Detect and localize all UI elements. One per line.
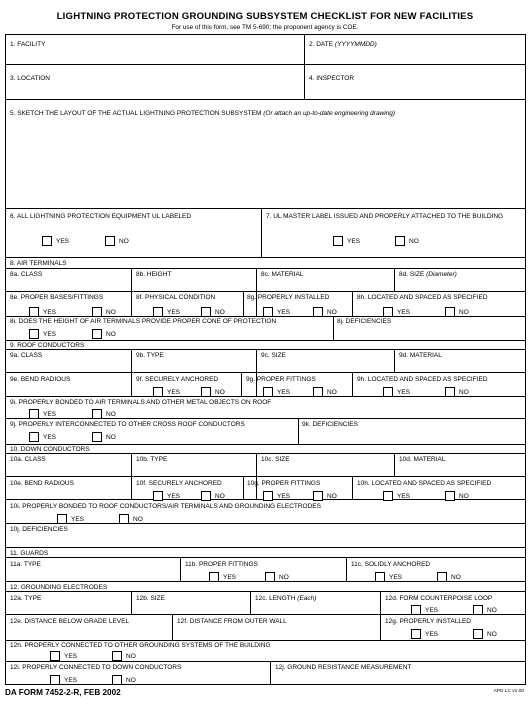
roof-spaced-label (357, 376, 488, 384)
electrode-connected-down-no-label: NO (126, 677, 136, 684)
column-divider (394, 349, 395, 372)
down-spaced-yes-checkbox[interactable] (383, 491, 393, 501)
roof-anchored-yes-label: YES (167, 389, 181, 396)
air-spaced-yes-label: YES (397, 309, 411, 316)
sketch-label-text: 5. SKETCH THE LAYOUT OF THE ACTUAL LIGHTNING PROTECTION SUBSYSTEM (10, 110, 262, 117)
ul-master-label (266, 213, 522, 221)
air-installed-yes-checkbox[interactable] (263, 307, 273, 317)
guards-anchored-yes-label: YES (389, 574, 403, 581)
roof-bonded-no-label: NO (106, 411, 116, 418)
air-terminals-heading-text: 8. AIR TERMINALS (10, 260, 67, 267)
air-bases-yes-checkbox[interactable] (29, 307, 39, 317)
roof-fittings-yes-label: YES (277, 389, 291, 396)
guards-anchored-no-label: NO (451, 574, 461, 581)
down-bonded-label-text: 10i. PROPERLY BONDED TO ROOF CONDUCTORS/AIR TERMINALS AND GROUNDING ELECTRODES (10, 503, 321, 510)
rule-line (5, 340, 526, 341)
electrode-counterpoise-label (385, 595, 492, 603)
electrode-installed-label-text: 12g. PROPERLY INSTALLED (385, 618, 471, 625)
checklist-form (5, 34, 526, 685)
electrode-distance-label-text: 12f. DISTANCE FROM OUTER WALL (177, 618, 287, 625)
electrode-connected-systems-label (10, 642, 271, 650)
guards-fittings-no-checkbox[interactable] (265, 572, 275, 582)
air-terminal-bases-label (10, 294, 103, 302)
air-bases-no-checkbox[interactable] (92, 307, 102, 317)
roof-fittings-no-label: NO (327, 389, 337, 396)
electrode-depth-label (10, 618, 129, 626)
roof-deficiencies-label (302, 421, 358, 429)
air-terminal-spaced-label-text: 8h. LOCATED AND SPACED AS SPECIFIED (357, 294, 488, 301)
air-terminal-cone-label-text: 8i. DOES THE HEIGHT OF AIR TERMINALS PROVIDE PROPER CONE OF PROTECTION (10, 318, 277, 325)
down-spaced-label (357, 480, 491, 488)
ground-resistance-label-text: 12j. GROUND RESISTANCE MEASUREMENT (275, 664, 412, 671)
air-cone-no-label: NO (106, 331, 116, 338)
roof-size-label (261, 352, 286, 360)
column-divider (380, 614, 381, 640)
electrode-size-label (136, 595, 165, 603)
roof-interconnected-no-label: NO (106, 434, 116, 441)
electrode-connected-systems-yes-label: YES (64, 653, 78, 660)
roof-bend-label-text: 9e. BEND RADIOUS (10, 376, 71, 383)
rule-line (5, 418, 526, 419)
electrode-connected-systems-no-label: NO (126, 653, 136, 660)
down-bend-label-text: 10e. BEND RADIOUS (10, 480, 74, 487)
down-bonded-no-checkbox[interactable] (119, 514, 129, 524)
sketch-label (10, 110, 395, 118)
air-condition-no-checkbox[interactable] (201, 307, 211, 317)
roof-bonded-label-text: 9i. PROPERLY BONDED TO AIR TERMINALS AND OTHER METAL OBJECTS ON ROOF (10, 399, 272, 406)
date-label-text: 2. DATE (309, 41, 334, 48)
air-bases-yes-label: YES (43, 309, 57, 316)
inspector-label (309, 75, 354, 83)
column-divider (131, 268, 132, 316)
counterpoise-no-checkbox[interactable] (473, 605, 483, 615)
air-installed-yes-label: YES (277, 309, 291, 316)
guards-anchored-label (351, 561, 430, 569)
down-anchored-yes-label: YES (167, 493, 181, 500)
column-divider (180, 557, 181, 581)
electrode-depth-label-text: 12e. DISTANCE BELOW GRADE LEVEL (10, 618, 130, 625)
roof-bonded-yes-checkbox[interactable] (29, 409, 39, 419)
electrode-connected-down-label (10, 664, 181, 672)
ul-labeled-label-text: 6. ALL LIGHTNING PROTECTION EQUIPMENT UL LABELED (10, 213, 192, 220)
roof-material-label (399, 352, 442, 360)
electrode-installed-yes-label: YES (425, 631, 439, 638)
down-fittings-yes-label: YES (277, 493, 291, 500)
location-label-text: 3. LOCATION (10, 75, 50, 82)
rule-line (5, 476, 526, 477)
column-divider (131, 453, 132, 499)
roof-material-label-text: 9d. MATERIAL (399, 352, 442, 359)
rule-line (5, 640, 526, 641)
electrode-counterpoise-label-text: 12d. FORM COUNTERPOISE LOOP (385, 595, 493, 602)
down-deficiencies-label-text: 10j. DEFICIENCIES (10, 526, 68, 533)
down-size-label (261, 456, 290, 464)
column-divider (394, 268, 395, 291)
electrode-connected-down-label-text: 12i. PROPERLY CONNECTED TO DOWN CONDUCTORS (10, 664, 182, 671)
down-fittings-no-label: NO (327, 493, 337, 500)
down-spaced-label-text: 10h. LOCATED AND SPACED AS SPECIFIED (357, 480, 492, 487)
roof-bonded-yes-label: YES (43, 411, 57, 418)
guards-fittings-label-text: 11b. PROPER FITTINGS (185, 561, 258, 568)
down-material-label-text: 10d. MATERIAL (399, 456, 446, 463)
column-divider (261, 208, 262, 257)
column-divider (243, 291, 244, 316)
down-anchored-no-label: NO (215, 493, 225, 500)
electrode-connected-systems-label-text: 12h. PROPERLY CONNECTED TO OTHER GROUNDING SYSTEMS OF THE BUILDING (10, 642, 271, 649)
air-bases-no-label: NO (106, 309, 116, 316)
rule-line (5, 99, 526, 100)
guards-type-label (10, 561, 41, 569)
down-fittings-no-checkbox[interactable] (313, 491, 323, 501)
down-spaced-no-label: NO (459, 493, 469, 500)
down-spaced-no-checkbox[interactable] (445, 491, 455, 501)
rule-line (5, 372, 526, 373)
column-divider (131, 591, 132, 614)
down-deficiencies-label (10, 526, 68, 534)
electrode-installed-label (385, 618, 471, 626)
facility-label-text: 1. FACILITY (10, 41, 46, 48)
roof-size-label-text: 9c. SIZE (261, 352, 286, 359)
air-terminal-cone-label (10, 318, 276, 326)
air-terminal-deficiencies-label-text: 8j. DEFICIENCIES (337, 318, 392, 325)
electrode-length-label-note: (Each) (297, 595, 317, 602)
roof-interconnected-label (10, 421, 245, 429)
roof-fittings-no-checkbox[interactable] (313, 387, 323, 397)
roof-bonded-no-checkbox[interactable] (92, 409, 102, 419)
roof-class-label-text: 9a. CLASS (10, 352, 43, 359)
electrode-length-label-text: 12c. LENGTH (255, 595, 296, 602)
roof-fittings-yes-checkbox[interactable] (263, 387, 273, 397)
air-terminal-deficiencies-label (337, 318, 391, 326)
rule-line (5, 444, 526, 445)
rule-line (5, 547, 526, 548)
ul-labeled-label (10, 213, 191, 221)
column-divider (298, 418, 299, 444)
location-label (10, 75, 50, 83)
electrode-type-label-text: 12a. TYPE (10, 595, 42, 602)
guards-fittings-yes-label: YES (223, 574, 237, 581)
column-divider (241, 372, 242, 396)
form-version: APD LC v1.00 (493, 689, 524, 694)
down-material-label (399, 456, 445, 464)
date-label (309, 41, 377, 49)
guards-type-label-text: 11a. TYPE (10, 561, 41, 568)
down-bonded-yes-label: YES (71, 516, 85, 523)
electrode-type-label (10, 595, 41, 603)
guards-fittings-yes-checkbox[interactable] (209, 572, 219, 582)
counterpoise-yes-checkbox[interactable] (411, 605, 421, 615)
down-fittings-yes-checkbox[interactable] (263, 491, 273, 501)
column-divider (250, 591, 251, 614)
roof-interconnected-label-text: 9j. PROPERLY INTERCONNECTED TO OTHER CROSS ROOF CONDUCTORS (10, 421, 245, 428)
down-bonded-yes-checkbox[interactable] (57, 514, 67, 524)
column-divider (352, 476, 353, 499)
counterpoise-yes-label: YES (425, 607, 439, 614)
down-anchored-label (136, 480, 222, 488)
down-bend-label (10, 480, 74, 488)
grounding-electrodes-heading (10, 584, 107, 592)
down-spaced-yes-label: YES (397, 493, 411, 500)
roof-bend-label (10, 376, 70, 384)
column-divider (243, 476, 244, 499)
ground-resistance-label (275, 664, 411, 672)
air-spaced-no-checkbox[interactable] (445, 307, 455, 317)
ul-labeled-no-label: NO (119, 238, 129, 245)
down-class-label-text: 10a. CLASS (10, 456, 46, 463)
down-conductors-heading-text: 10. DOWN CONDUCTORS (10, 446, 90, 453)
guards-anchored-no-checkbox[interactable] (437, 572, 447, 582)
rule-line (5, 268, 526, 269)
roof-fittings-label-text: 9g. PROPER FITTINGS (246, 376, 316, 383)
electrode-connected-down-yes-label: YES (64, 677, 78, 684)
form-title: LIGHTNING PROTECTION GROUNDING SUBSYSTEM CHECKLIST FOR NEW FACILITIES (56, 11, 474, 22)
down-type-label (136, 456, 167, 464)
roof-spaced-yes-label: YES (397, 389, 411, 396)
ul-master-no-label: NO (409, 238, 419, 245)
air-terminal-height-label-text: 8b. HEIGHT (136, 271, 172, 278)
electrode-length-label (255, 595, 316, 603)
guards-heading-text: 11. GUARDS (10, 550, 49, 557)
ul-labeled-no-checkbox[interactable] (105, 236, 115, 246)
air-terminal-class-label (10, 271, 42, 279)
roof-interconnected-yes-label: YES (43, 434, 57, 441)
rule-line (5, 257, 526, 258)
guards-fittings-label (185, 561, 258, 569)
air-installed-no-checkbox[interactable] (313, 307, 323, 317)
column-divider (394, 453, 395, 476)
down-type-label-text: 10b. TYPE (136, 456, 168, 463)
air-condition-yes-label: YES (167, 309, 181, 316)
roof-anchored-label (136, 376, 218, 384)
down-class-label (10, 456, 46, 464)
grounding-electrodes-heading-text: 12. GROUNDING ELECTRODES (10, 584, 108, 591)
ul-master-label-text: 7. UL MASTER LABEL ISSUED AND PROPERLY ATTACHED TO THE BUILDING (266, 213, 504, 220)
guards-anchored-yes-checkbox[interactable] (375, 572, 385, 582)
column-divider (352, 291, 353, 316)
date-label-note: (YYYYMMDD) (334, 41, 377, 48)
rule-line (5, 557, 526, 558)
guards-fittings-no-label: NO (279, 574, 289, 581)
air-terminal-size-label-note: (Diameter) (426, 271, 457, 278)
air-installed-no-label: NO (327, 309, 337, 316)
ul-labeled-yes-checkbox[interactable] (42, 236, 52, 246)
electrode-distance-label (177, 618, 287, 626)
down-bonded-label (10, 503, 321, 511)
roof-type-label (136, 352, 164, 360)
electrode-installed-no-checkbox[interactable] (473, 629, 483, 639)
air-cone-no-checkbox[interactable] (92, 329, 102, 339)
column-divider (172, 614, 173, 640)
down-anchored-no-checkbox[interactable] (201, 491, 211, 501)
column-divider (256, 268, 257, 316)
air-terminals-heading (10, 260, 67, 268)
roof-spaced-label-text: 9h. LOCATED AND SPACED AS SPECIFIED (357, 376, 488, 383)
column-divider (256, 349, 257, 396)
rule-line (5, 661, 526, 662)
column-divider (131, 349, 132, 396)
ul-master-yes-label: YES (347, 238, 361, 245)
air-terminal-class-label-text: 8a. CLASS (10, 271, 43, 278)
air-terminal-size-label-text: 8d. SIZE (399, 271, 425, 278)
air-terminal-height-label (136, 271, 171, 279)
air-cone-yes-checkbox[interactable] (29, 329, 39, 339)
roof-interconnected-no-checkbox[interactable] (92, 432, 102, 442)
air-terminal-condition-label-text: 8f. PHYSICAL CONDITION (136, 294, 216, 301)
form-identifier: DA FORM 7452-2-R, FEB 2002 (5, 688, 121, 697)
roof-type-label-text: 9b. TYPE (136, 352, 164, 359)
rule-line (5, 64, 526, 65)
roof-conductors-heading-text: 9. ROOF CONDUCTORS (10, 342, 85, 349)
air-terminal-material-label (261, 271, 304, 279)
down-fittings-label-text: 10g. PROPER FITTINGS (247, 480, 321, 487)
air-terminal-condition-label (136, 294, 215, 302)
air-spaced-no-label: NO (459, 309, 469, 316)
column-divider (352, 372, 353, 396)
down-bonded-no-label: NO (133, 516, 143, 523)
electrode-installed-no-label: NO (487, 631, 497, 638)
rule-line (5, 208, 526, 209)
air-terminal-size-label (399, 271, 457, 279)
air-condition-yes-checkbox[interactable] (153, 307, 163, 317)
column-divider (333, 316, 334, 340)
air-terminal-installed-label (247, 294, 329, 302)
electrode-installed-yes-checkbox[interactable] (411, 629, 421, 639)
electrode-connected-systems-no-checkbox[interactable] (112, 651, 122, 661)
electrode-size-label-text: 12b. SIZE (136, 595, 165, 602)
guards-heading (10, 550, 48, 558)
ul-master-yes-checkbox[interactable] (333, 236, 343, 246)
electrode-connected-systems-yes-checkbox[interactable] (50, 651, 60, 661)
column-divider (304, 35, 305, 99)
facility-label (10, 41, 45, 49)
roof-anchored-yes-checkbox[interactable] (153, 387, 163, 397)
ul-master-no-checkbox[interactable] (395, 236, 405, 246)
inspector-label-text: 4. INSPECTOR (309, 75, 355, 82)
roof-anchored-label-text: 9f. SECURELY ANCHORED (136, 376, 219, 383)
guards-anchored-label-text: 11c. SOLIDLY ANCHORED (351, 561, 431, 568)
form-subtitle: For use of this form, see TM 5-690; the proponent agency is COE. (171, 24, 359, 31)
air-spaced-yes-checkbox[interactable] (383, 307, 393, 317)
roof-interconnected-yes-checkbox[interactable] (29, 432, 39, 442)
air-terminal-bases-label-text: 8e. PROPER BASES/FITTINGS (10, 294, 104, 301)
rule-line (5, 291, 526, 292)
roof-conductors-heading (10, 342, 84, 350)
electrode-connected-down-yes-checkbox[interactable] (50, 675, 60, 685)
roof-anchored-no-label: NO (215, 389, 225, 396)
rule-line (5, 614, 526, 615)
counterpoise-no-label: NO (487, 607, 497, 614)
sketch-label-note: (Or attach an up-to-date engineering drawing) (263, 110, 396, 117)
roof-spaced-no-label: NO (459, 389, 469, 396)
air-terminal-material-label-text: 8c. MATERIAL (261, 271, 304, 278)
column-divider (270, 661, 271, 685)
column-divider (380, 591, 381, 614)
column-divider (346, 557, 347, 581)
air-condition-no-label: NO (215, 309, 225, 316)
roof-spaced-no-checkbox[interactable] (445, 387, 455, 397)
down-conductors-heading (10, 446, 90, 454)
ul-labeled-yes-label: YES (56, 238, 70, 245)
roof-fittings-label (246, 376, 316, 384)
down-anchored-label-text: 10f. SECURELY ANCHORED (136, 480, 222, 487)
down-size-label-text: 10c. SIZE (261, 456, 290, 463)
roof-class-label (10, 352, 42, 360)
air-terminal-spaced-label (357, 294, 488, 302)
electrode-connected-down-no-checkbox[interactable] (112, 675, 122, 685)
roof-anchored-no-checkbox[interactable] (201, 387, 211, 397)
roof-spaced-yes-checkbox[interactable] (383, 387, 393, 397)
roof-deficiencies-label-text: 9k. DEFICIENCIES (302, 421, 358, 428)
air-cone-yes-label: YES (43, 331, 57, 338)
down-fittings-label (247, 480, 320, 488)
roof-bonded-label (10, 399, 271, 407)
air-terminal-installed-label-text: 8g. PROPERLY INSTALLED (247, 294, 330, 301)
down-anchored-yes-checkbox[interactable] (153, 491, 163, 501)
column-divider (256, 453, 257, 499)
